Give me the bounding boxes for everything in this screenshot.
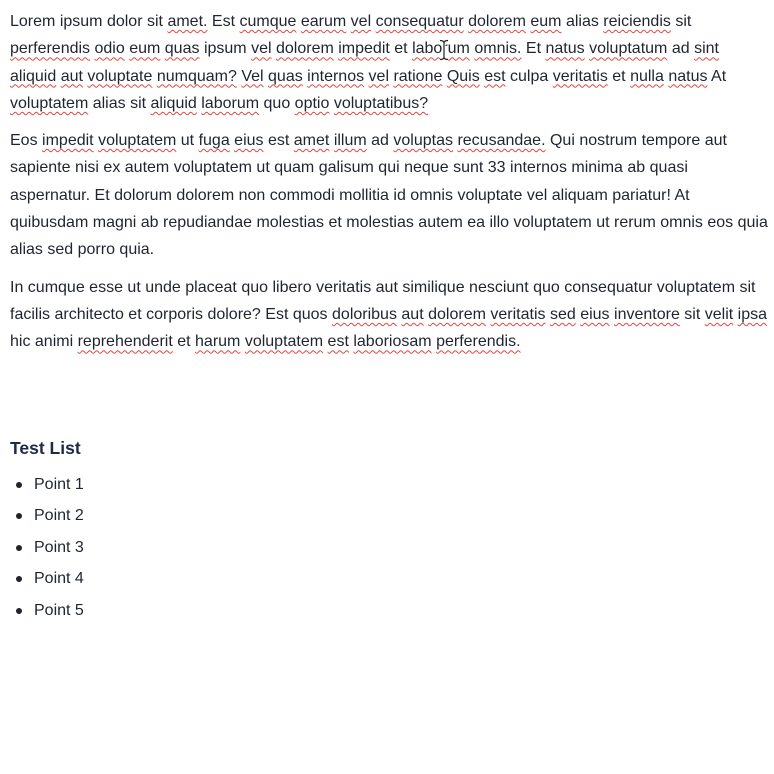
misspelled-word: ratione xyxy=(393,67,443,85)
word: sit xyxy=(739,278,756,296)
word: similique xyxy=(402,278,465,296)
word: alias xyxy=(10,241,43,259)
word: non xyxy=(238,186,266,204)
word: nostrum xyxy=(579,132,638,150)
misspelled-word: quas xyxy=(268,67,303,85)
misspelled-word: Quis xyxy=(446,67,480,85)
word: internos xyxy=(510,159,567,177)
list-item-label: Point 1 xyxy=(34,475,84,493)
misspelled-word: earum xyxy=(300,13,347,30)
word: aspernatur. xyxy=(10,186,91,204)
misspelled-word: natus xyxy=(545,40,585,58)
word: Lorem xyxy=(10,13,56,30)
misspelled-word: inventore xyxy=(614,305,680,323)
word: libero xyxy=(272,278,312,296)
misspelled-word: reiciendis xyxy=(603,13,671,30)
word: quibusdam xyxy=(10,214,89,232)
word: consequatur xyxy=(564,278,653,296)
word: autem xyxy=(418,214,463,232)
misspelled-word: quas xyxy=(164,40,200,58)
word: et xyxy=(394,40,408,58)
word: facilis xyxy=(10,305,51,323)
misspelled-word: voluptas xyxy=(393,132,453,150)
misspelled-word: laborum xyxy=(201,94,260,112)
word: esse xyxy=(89,278,123,296)
word: sit xyxy=(146,13,163,30)
word: Est xyxy=(265,305,289,323)
word: hic xyxy=(10,333,31,351)
misspelled-word: eius xyxy=(234,132,264,150)
misspelled-word: ipsa xyxy=(737,305,768,323)
word: dolorem xyxy=(176,186,235,204)
word: nisi xyxy=(74,159,99,177)
word: quia xyxy=(737,214,768,232)
word: cumque xyxy=(27,278,85,296)
misspelled-word: sint xyxy=(694,40,719,58)
misspelled-word: impedit xyxy=(338,40,390,58)
word: Eos xyxy=(10,132,38,150)
misspelled-word: amet xyxy=(293,132,330,150)
text-editor[interactable] xyxy=(10,8,768,356)
misspelled-word: aliquid xyxy=(150,94,197,112)
list-item xyxy=(10,563,768,595)
misspelled-word: aliquid xyxy=(10,67,57,85)
paragraph-3[interactable] xyxy=(10,274,768,356)
list-title: Test List xyxy=(10,437,81,458)
misspelled-word: voluptatem xyxy=(244,333,324,351)
word: galisum xyxy=(318,159,374,177)
word: aut xyxy=(704,132,727,150)
word: vel xyxy=(526,186,548,204)
bullet-icon xyxy=(16,608,22,614)
word: Et xyxy=(525,40,542,58)
misspelled-word: reprehenderit xyxy=(77,333,173,351)
misspelled-word: velit xyxy=(704,305,734,323)
misspelled-word: aut xyxy=(60,67,83,85)
word: repudiandae xyxy=(163,214,252,232)
word: magni xyxy=(92,214,137,232)
misspelled-word: recusandae. xyxy=(457,132,546,150)
paragraph-2[interactable] xyxy=(10,127,768,263)
word: dolorum xyxy=(114,186,172,204)
misspelled-word: omnis. xyxy=(474,40,522,58)
misspelled-word: est xyxy=(484,67,506,85)
word: qui xyxy=(378,159,400,177)
misspelled-word: odio xyxy=(94,40,125,58)
list-item xyxy=(10,595,768,627)
bullet-icon xyxy=(16,513,22,519)
word: At xyxy=(711,67,727,85)
word: Et xyxy=(94,186,110,204)
misspelled-word: est xyxy=(327,333,349,351)
spacer xyxy=(10,366,768,436)
word: ab xyxy=(140,214,159,232)
word: quos xyxy=(292,305,328,323)
word: sit xyxy=(675,13,692,30)
word: quo xyxy=(241,278,269,296)
word: sit xyxy=(130,94,147,112)
word: aliquam xyxy=(551,186,608,204)
word: culpa xyxy=(509,67,549,85)
word: et xyxy=(128,305,142,323)
word: 33 xyxy=(487,159,506,177)
list-item xyxy=(10,500,768,532)
word: molestias xyxy=(256,214,325,232)
misspelled-word: veritatis xyxy=(552,67,608,85)
word: ut xyxy=(127,278,141,296)
word: mollitia xyxy=(339,186,389,204)
word: sunt xyxy=(453,159,484,177)
list-item-label: Point 4 xyxy=(34,570,84,588)
misspelled-word: laboriosam xyxy=(353,333,432,351)
word: id xyxy=(393,186,406,204)
bullet-icon xyxy=(16,482,22,488)
word: commodi xyxy=(269,186,335,204)
list-item-label: Point 2 xyxy=(34,507,84,525)
word: sed xyxy=(47,241,74,259)
word: quam xyxy=(274,159,315,177)
misspelled-word: impedit xyxy=(42,132,94,150)
word: ipsum xyxy=(203,40,247,58)
word: aut xyxy=(375,278,398,296)
word: omnis xyxy=(660,214,703,232)
word: minima xyxy=(571,159,623,177)
word: ex xyxy=(103,159,121,177)
misspelled-word: Vel xyxy=(241,67,264,85)
list-item-label: Point 3 xyxy=(34,538,84,556)
word: ad xyxy=(371,132,389,150)
misspelled-word: voluptatem xyxy=(98,132,177,150)
misspelled-word: amet. xyxy=(167,13,208,30)
word: quasi xyxy=(649,159,688,177)
word: architecto xyxy=(54,305,124,323)
word: ea xyxy=(467,214,486,232)
misspelled-word: consequatur xyxy=(375,13,464,30)
bullet-icon xyxy=(16,545,22,551)
bullet-icon xyxy=(16,576,22,582)
word: dolore? xyxy=(207,305,261,323)
misspelled-word: perferendis. xyxy=(436,333,521,351)
word: sapiente xyxy=(10,159,71,177)
misspelled-word: fuga xyxy=(198,132,230,150)
word: molestias xyxy=(346,214,414,232)
word: In xyxy=(10,278,24,296)
word: ut xyxy=(180,132,195,150)
misspelled-word: dolorem xyxy=(428,305,486,323)
word: voluptate xyxy=(457,186,523,204)
word: pariatur! xyxy=(612,186,671,204)
word: Qui xyxy=(549,132,575,150)
misspelled-word: optio xyxy=(294,94,330,112)
word: tempore xyxy=(641,132,701,150)
misspelled-word: vel xyxy=(368,67,389,85)
list-item xyxy=(10,469,768,501)
misspelled-word: eius xyxy=(580,305,610,323)
misspelled-word: numquam? xyxy=(156,67,237,85)
list-item-label: Point 5 xyxy=(34,601,84,619)
misspelled-word: illum xyxy=(333,132,367,150)
paragraph-1[interactable] xyxy=(10,8,768,117)
word: placeat xyxy=(185,278,237,296)
word: veritatis xyxy=(316,278,372,296)
word: omnis xyxy=(410,186,453,204)
word: animi xyxy=(34,333,74,351)
misspelled-word: aut xyxy=(401,305,424,323)
misspelled-word: voluptatum xyxy=(589,40,668,58)
misspelled-word: sed xyxy=(549,305,576,323)
misspelled-word: doloribus xyxy=(332,305,397,323)
misspelled-word: dolorem xyxy=(275,40,334,58)
misspelled-word: nulla xyxy=(630,67,664,85)
word: illo xyxy=(489,214,510,232)
misspelled-word: harum xyxy=(195,333,241,351)
word: quo xyxy=(533,278,560,296)
word: corporis xyxy=(146,305,203,323)
word: neque xyxy=(404,159,449,177)
word: Est xyxy=(211,13,236,30)
misspelled-word: veritatis xyxy=(490,305,546,323)
misspelled-word: perferendis xyxy=(10,40,91,58)
misspelled-word: eum xyxy=(530,13,562,30)
word: nesciunt xyxy=(469,278,529,296)
misspelled-word: eum xyxy=(129,40,161,58)
word: voluptatem xyxy=(173,159,252,177)
word: unde xyxy=(145,278,181,296)
list-item xyxy=(10,532,768,564)
misspelled-word: cumque xyxy=(239,13,297,30)
misspelled-word: voluptate xyxy=(87,67,153,85)
word: quo xyxy=(263,94,291,112)
misspelled-word: vel xyxy=(350,13,372,30)
word: et xyxy=(612,67,626,85)
word: voluptatem xyxy=(656,278,736,296)
word: quia. xyxy=(119,241,155,259)
word: et xyxy=(177,333,191,351)
word: et xyxy=(328,214,342,232)
word: ut xyxy=(256,159,270,177)
misspelled-word: voluptatem xyxy=(10,94,89,112)
word: voluptatem xyxy=(513,214,592,232)
test-list xyxy=(10,469,768,627)
word: sit xyxy=(684,305,701,323)
misspelled-word: voluptatibus? xyxy=(333,94,429,112)
word: ad xyxy=(671,40,690,58)
word: ipsum xyxy=(59,13,103,30)
misspelled-word: vel xyxy=(251,40,272,58)
word: At xyxy=(674,186,690,204)
word: porro xyxy=(77,241,115,259)
misspelled-word: laborum xyxy=(412,40,470,58)
word: eos xyxy=(707,214,734,232)
misspelled-word: dolorem xyxy=(468,13,526,30)
misspelled-word: internos xyxy=(307,67,365,85)
word: alias xyxy=(565,13,599,30)
word: rerum xyxy=(614,214,656,232)
word: ut xyxy=(596,214,610,232)
word: ab xyxy=(627,159,646,177)
word: dolor xyxy=(106,13,143,30)
misspelled-word: natus xyxy=(668,67,708,85)
word: est xyxy=(267,132,290,150)
word: autem xyxy=(124,159,170,177)
word: alias xyxy=(92,94,126,112)
